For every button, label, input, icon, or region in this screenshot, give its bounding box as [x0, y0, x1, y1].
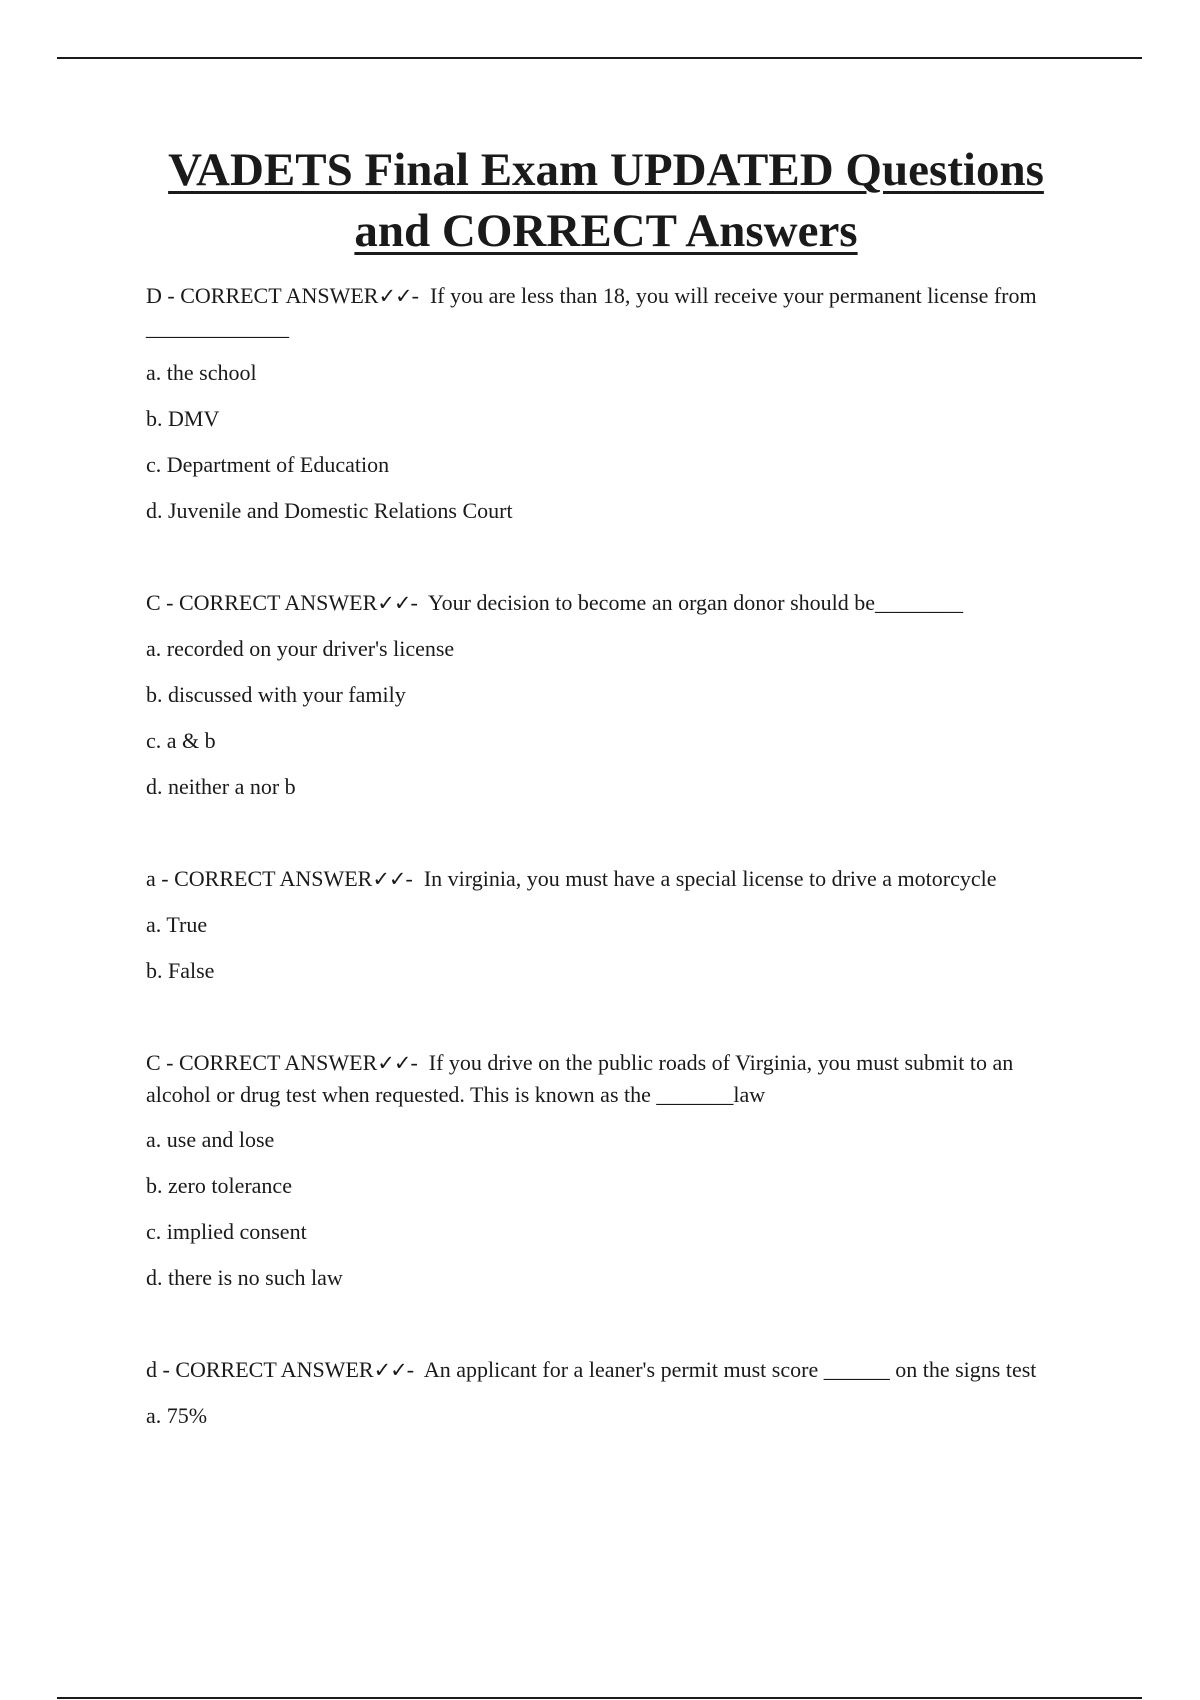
question-text [146, 1047, 1066, 1110]
question-text [146, 280, 1066, 343]
check-marks-icon: ✓✓ [372, 867, 406, 891]
document-page [146, 140, 1066, 1492]
answer-separator: - [405, 866, 424, 891]
question-text [146, 863, 1066, 895]
answer-option: a. True [146, 912, 208, 937]
answer-option: d. neither a nor b [146, 774, 296, 799]
answer-label: a - CORRECT ANSWER [146, 866, 373, 891]
question-text [146, 587, 1066, 619]
question-prompt: If you are less than 18, you will receive your permanent license from _____________ [146, 283, 1037, 340]
answer-option: b. DMV [146, 406, 220, 431]
question-prompt: If you drive on the public roads of Virginia, you must submit to an alcohol or drug test when requested. This is known as the _______law [146, 1050, 1014, 1107]
answer-separator: - [410, 590, 428, 615]
answer-label: D - CORRECT ANSWER [146, 283, 379, 308]
question-prompt: An applicant for a leaner's permit must score ______ on the signs test [423, 1357, 1037, 1382]
question-block [146, 863, 1066, 986]
answer-option: b. False [146, 958, 215, 983]
answer-separator: - [411, 283, 430, 308]
check-marks-icon: ✓✓ [373, 1358, 407, 1382]
question-block [146, 587, 1066, 802]
answer-option: a. 75% [146, 1403, 208, 1428]
answer-option: b. zero tolerance [146, 1173, 292, 1198]
question-block [146, 280, 1066, 526]
answer-label: C - CORRECT ANSWER [146, 590, 378, 615]
check-marks-icon: ✓✓ [378, 284, 412, 308]
answer-label: d - CORRECT ANSWER [146, 1357, 374, 1382]
question-text [146, 1354, 1066, 1386]
question-prompt: Your decision to become an organ donor should be________ [427, 590, 964, 615]
answer-separator: - [406, 1357, 424, 1382]
answer-option: c. a & b [146, 728, 216, 753]
title-line-2: and CORRECT Answers [354, 205, 858, 257]
question-block [146, 1047, 1066, 1293]
check-marks-icon: ✓✓ [377, 591, 411, 615]
answer-option: c. Department of Education [146, 452, 390, 477]
answer-option: d. Juvenile and Domestic Relations Court [146, 498, 513, 523]
answer-option: a. use and lose [146, 1127, 275, 1152]
check-marks-icon: ✓✓ [377, 1051, 411, 1075]
answer-separator: - [410, 1050, 429, 1075]
answer-option: c. implied consent [146, 1219, 307, 1244]
top-rule [57, 57, 1142, 59]
answer-option: a. recorded on your driver's license [146, 636, 455, 661]
answer-option: d. there is no such law [146, 1265, 343, 1290]
bottom-rule [57, 1697, 1142, 1699]
question-prompt: In virginia, you must have a special license to drive a motorcycle [423, 866, 997, 891]
answer-option: a. the school [146, 360, 257, 385]
document-title [146, 140, 1066, 262]
answer-label: C - CORRECT ANSWER [146, 1050, 378, 1075]
title-line-1: VADETS Final Exam UPDATED Questions [168, 144, 1044, 196]
question-block [146, 1354, 1066, 1431]
answer-option: b. discussed with your family [146, 682, 406, 707]
